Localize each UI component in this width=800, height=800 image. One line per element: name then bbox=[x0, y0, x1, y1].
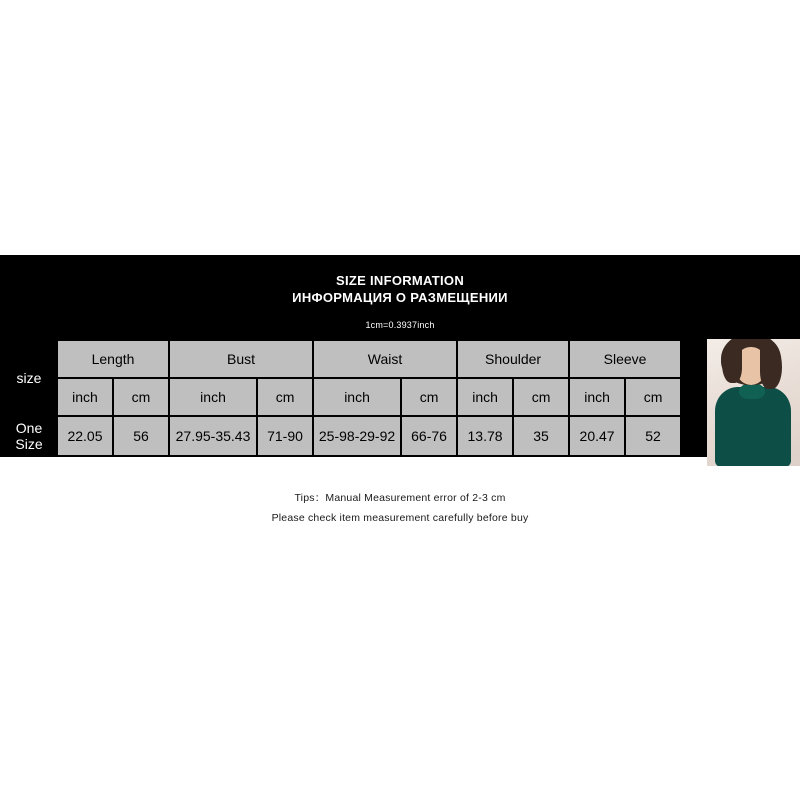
tips-line-1: Tips：Manual Measurement error of 2-3 cm bbox=[294, 492, 506, 504]
unit-header-sleeve-inch: inch bbox=[569, 378, 625, 416]
group-header-bust: Bust bbox=[169, 340, 313, 378]
cell-waist-inch: 25-98-29-92 bbox=[313, 416, 401, 456]
unit-header-waist-inch: inch bbox=[313, 378, 401, 416]
group-header-length: Length bbox=[57, 340, 169, 378]
cell-shoulder-inch: 13.78 bbox=[457, 416, 513, 456]
unit-header-length-inch: inch bbox=[57, 378, 113, 416]
cell-sleeve-inch: 20.47 bbox=[569, 416, 625, 456]
row-label-one-size: One Size bbox=[1, 416, 57, 456]
sweater-collar bbox=[739, 383, 765, 399]
unit-header-bust-cm: cm bbox=[257, 378, 313, 416]
unit-header-waist-cm: cm bbox=[401, 378, 457, 416]
model-photo bbox=[707, 339, 800, 466]
tips-line-2: Please check item measurement carefully before buy bbox=[271, 512, 529, 524]
unit-conversion-note: 1cm=0.3937inch bbox=[365, 320, 435, 330]
unit-header-shoulder-cm: cm bbox=[513, 378, 569, 416]
cell-sleeve-cm: 52 bbox=[625, 416, 681, 456]
unit-header-sleeve-cm: cm bbox=[625, 378, 681, 416]
unit-header-bust-inch: inch bbox=[169, 378, 257, 416]
cell-length-cm: 56 bbox=[113, 416, 169, 456]
size-table-container bbox=[0, 339, 800, 457]
model-hair-right bbox=[760, 341, 782, 389]
cell-length-inch: 22.05 bbox=[57, 416, 113, 456]
group-header-waist: Waist bbox=[313, 340, 457, 378]
cell-shoulder-cm: 35 bbox=[513, 416, 569, 456]
table-row-unit-headers bbox=[1, 378, 800, 416]
title-english: SIZE INFORMATION bbox=[335, 273, 465, 288]
size-information-heading bbox=[0, 255, 800, 306]
unit-header-length-cm: cm bbox=[113, 378, 169, 416]
unit-header-shoulder-inch: inch bbox=[457, 378, 513, 416]
table-row-group-headers bbox=[1, 340, 800, 378]
table-row bbox=[1, 416, 800, 456]
group-header-sleeve: Sleeve bbox=[569, 340, 681, 378]
tips-block bbox=[0, 488, 800, 528]
title-russian: ИНФОРМАЦИЯ О РАЗМЕЩЕНИИ bbox=[292, 290, 508, 305]
model-photo-cell bbox=[681, 340, 800, 456]
cell-bust-cm: 71-90 bbox=[257, 416, 313, 456]
model-hair-left bbox=[722, 341, 742, 383]
cell-bust-inch: 27.95-35.43 bbox=[169, 416, 257, 456]
size-table bbox=[0, 339, 800, 457]
size-column-header: size bbox=[1, 340, 57, 416]
cell-waist-cm: 66-76 bbox=[401, 416, 457, 456]
group-header-shoulder: Shoulder bbox=[457, 340, 569, 378]
size-information-panel bbox=[0, 255, 800, 457]
